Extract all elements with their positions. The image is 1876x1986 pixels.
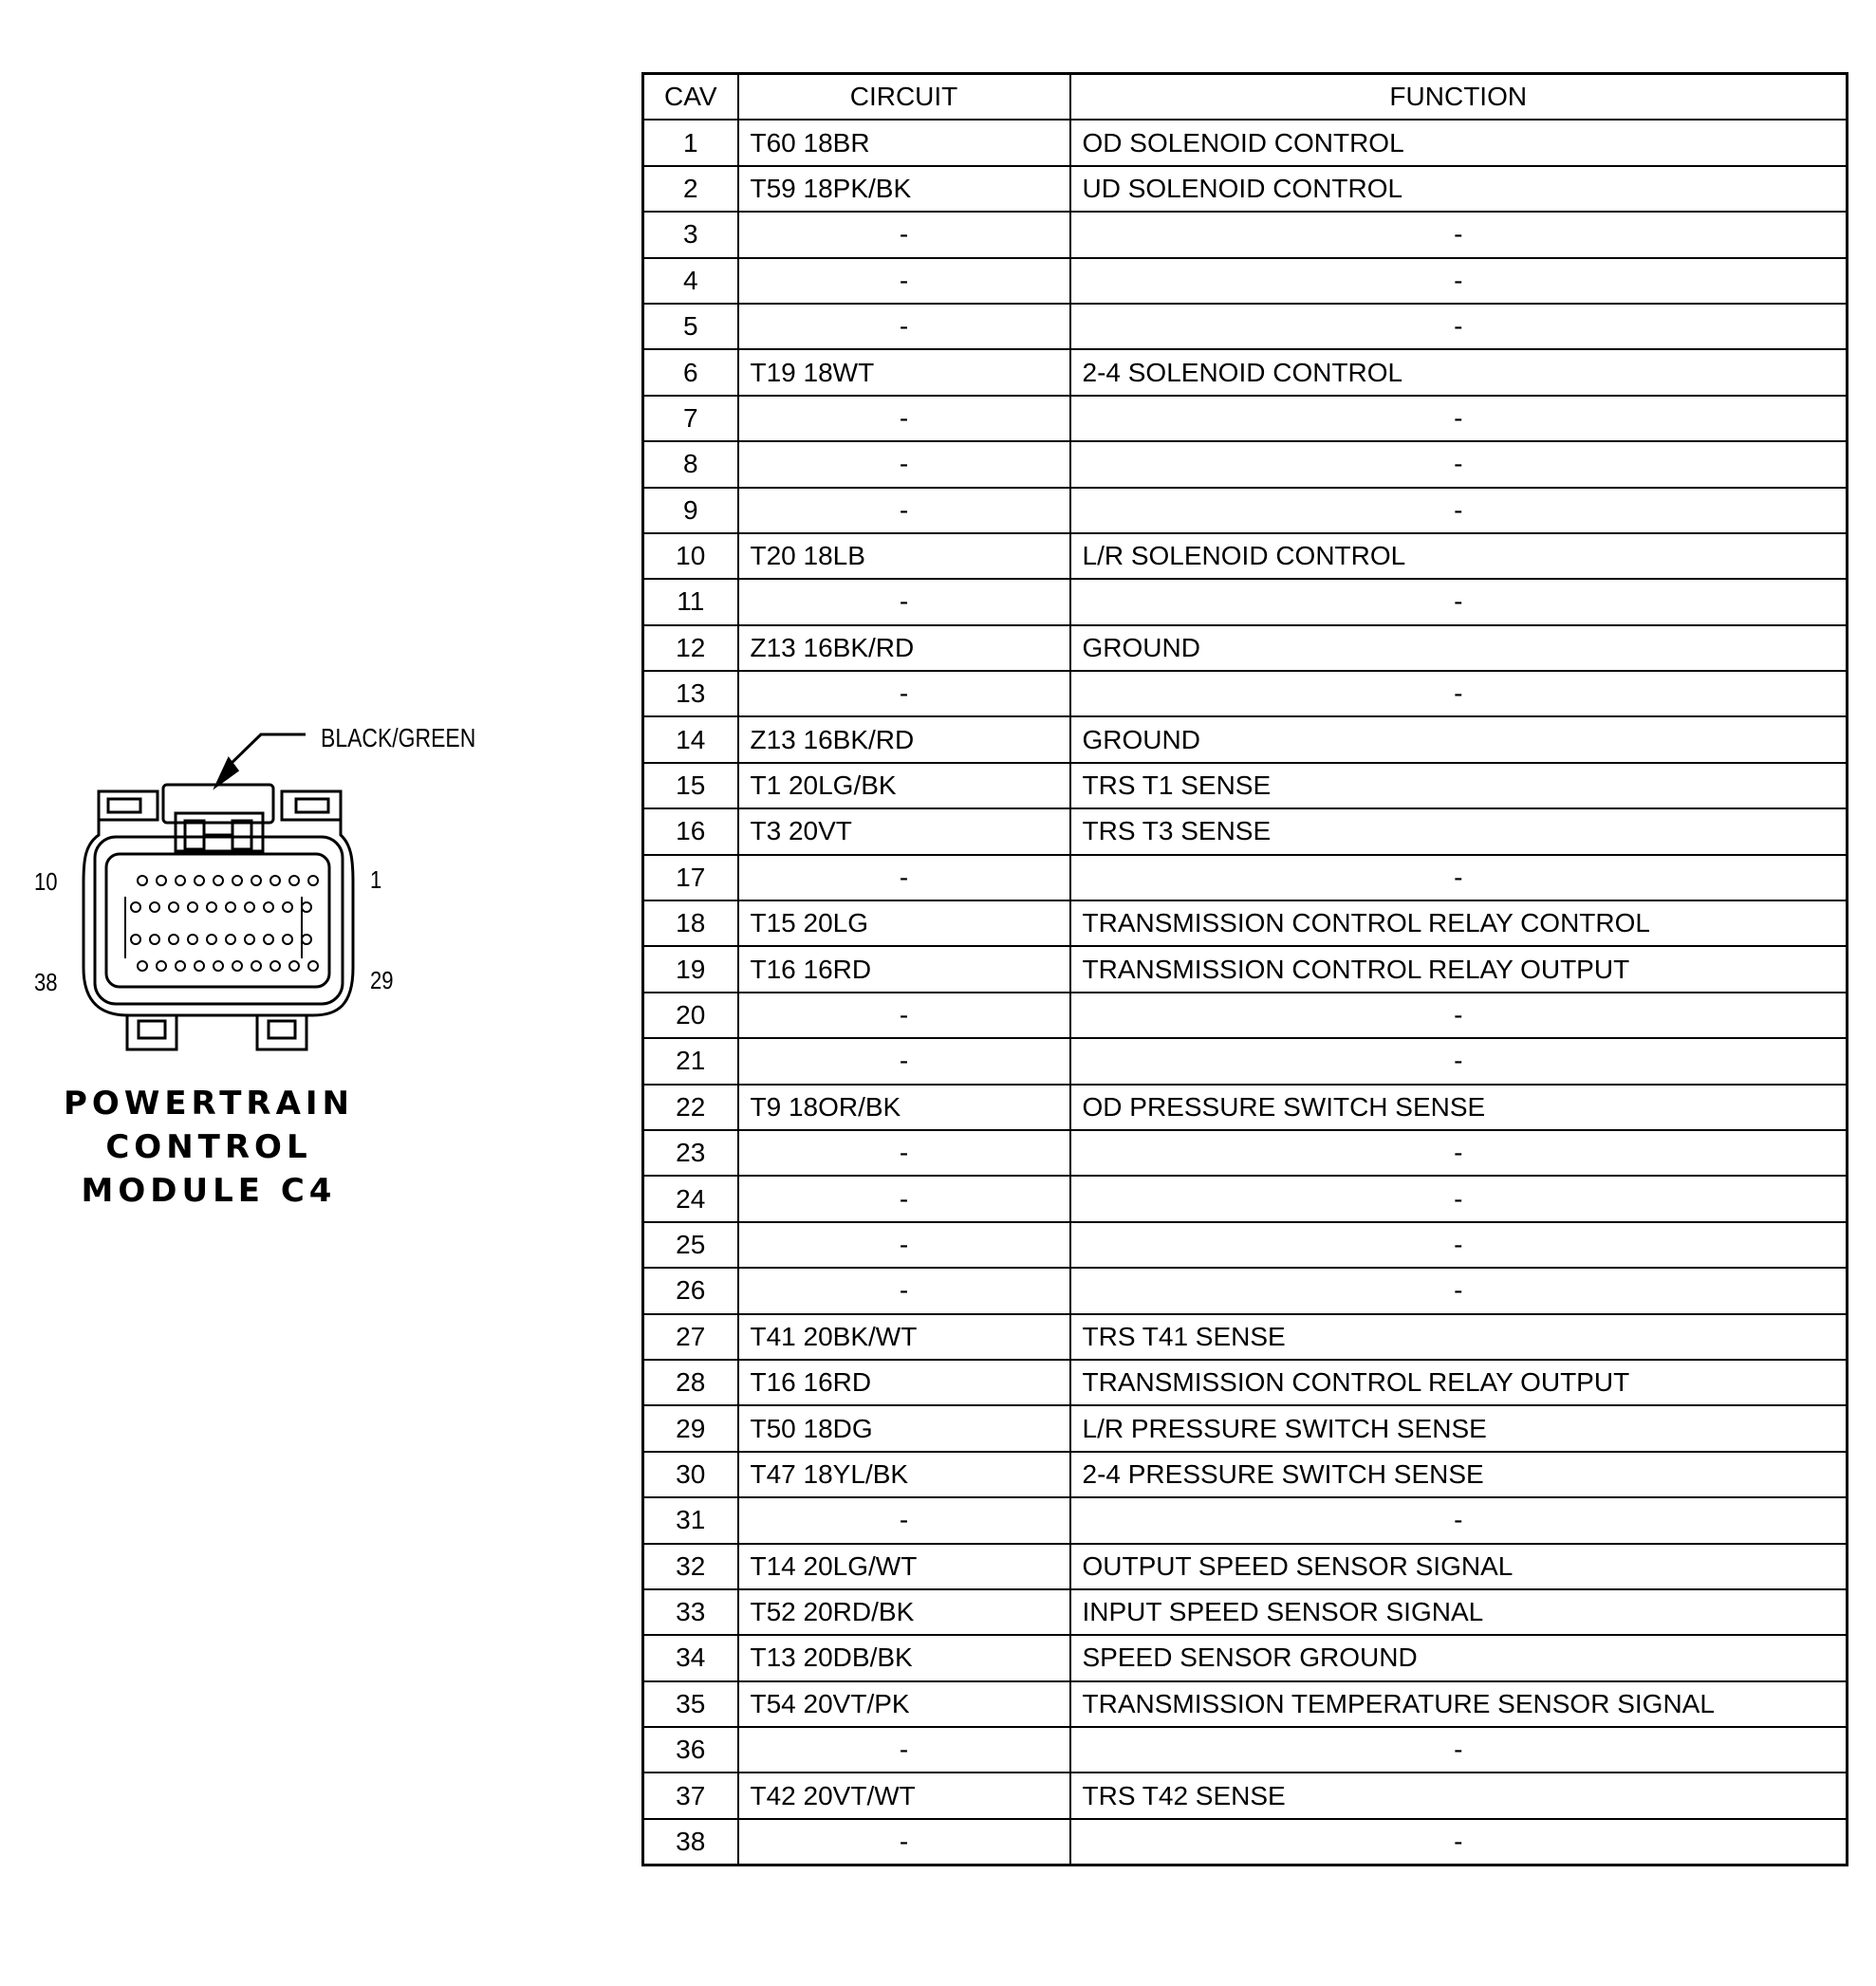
function-cell: INPUT SPEED SENSOR SIGNAL — [1070, 1589, 1848, 1635]
cav-cell: 22 — [643, 1085, 738, 1130]
circuit-cell: - — [738, 1727, 1070, 1773]
circuit-cell: T9 18OR/BK — [738, 1085, 1070, 1130]
table-row — [643, 1497, 1848, 1543]
cav-cell: 33 — [643, 1589, 738, 1635]
function-cell: 2-4 PRESSURE SWITCH SENSE — [1070, 1452, 1848, 1497]
table-row — [643, 1452, 1848, 1497]
pin-cavity — [207, 902, 216, 912]
pin-cavity — [308, 876, 318, 885]
table-row — [643, 763, 1848, 808]
table-row — [643, 808, 1848, 854]
circuit-cell: - — [738, 855, 1070, 900]
function-cell: TRANSMISSION TEMPERATURE SENSOR SIGNAL — [1070, 1681, 1848, 1727]
cav-cell: 27 — [643, 1314, 738, 1360]
circuit-cell: T16 16RD — [738, 946, 1070, 992]
function-cell: - — [1070, 1819, 1848, 1865]
pin-cavity — [302, 902, 311, 912]
pin-cavity — [138, 961, 147, 971]
circuit-cell: T47 18YL/BK — [738, 1452, 1070, 1497]
table-row — [643, 1085, 1848, 1130]
connector-color-label: BLACK/GREEN — [321, 723, 476, 752]
pin-cavity — [188, 902, 197, 912]
table-row — [643, 1176, 1848, 1221]
cav-cell: 20 — [643, 993, 738, 1038]
cav-cell: 30 — [643, 1452, 738, 1497]
cav-cell: 31 — [643, 1497, 738, 1543]
function-cell: TRS T3 SENSE — [1070, 808, 1848, 854]
function-cell: 2-4 SOLENOID CONTROL — [1070, 349, 1848, 395]
cav-cell: 21 — [643, 1038, 738, 1084]
cav-cell: 10 — [643, 533, 738, 579]
circuit-cell: - — [738, 1176, 1070, 1221]
pin-cavity — [195, 961, 204, 971]
function-cell: - — [1070, 304, 1848, 349]
circuit-cell: - — [738, 258, 1070, 304]
table-row — [643, 304, 1848, 349]
cav-cell: 5 — [643, 304, 738, 349]
function-cell: - — [1070, 1268, 1848, 1313]
lock-tab — [163, 785, 273, 823]
table-row — [643, 349, 1848, 395]
circuit-cell: T3 20VT — [738, 808, 1070, 854]
table-row — [643, 1222, 1848, 1268]
cav-cell: 11 — [643, 579, 738, 624]
circuit-cell: - — [738, 579, 1070, 624]
pin-cavity — [308, 961, 318, 971]
function-cell: - — [1070, 1727, 1848, 1773]
pin-cavity — [169, 902, 178, 912]
circuit-cell: - — [738, 1038, 1070, 1084]
module-title-line-3: MODULE C4 — [81, 1172, 337, 1210]
function-cell: OD SOLENOID CONTROL — [1070, 120, 1848, 165]
table-row — [643, 120, 1848, 165]
circuit-cell: Z13 16BK/RD — [738, 716, 1070, 762]
pin-cavity — [226, 902, 235, 912]
cav-cell: 37 — [643, 1773, 738, 1818]
pin-cavity — [157, 961, 166, 971]
cav-cell: 25 — [643, 1222, 738, 1268]
pin-cavity — [283, 902, 292, 912]
cav-cell: 19 — [643, 946, 738, 992]
table-row — [643, 166, 1848, 212]
pin-cavity-grid — [131, 876, 318, 971]
circuit-cell: - — [738, 212, 1070, 257]
cav-cell: 24 — [643, 1176, 738, 1221]
pin-cavity — [270, 876, 280, 885]
pinout-table — [641, 72, 1848, 1866]
module-title — [57, 1082, 361, 1213]
table-row — [643, 1544, 1848, 1589]
table-row — [643, 1405, 1848, 1451]
circuit-cell: T42 20VT/WT — [738, 1773, 1070, 1818]
cav-cell: 8 — [643, 441, 738, 487]
circuit-cell: T41 20BK/WT — [738, 1314, 1070, 1360]
table-row — [643, 716, 1848, 762]
function-cell: - — [1070, 671, 1848, 716]
pin-cavity — [138, 876, 147, 885]
table-row — [643, 993, 1848, 1038]
table-row — [643, 1130, 1848, 1176]
function-cell: GROUND — [1070, 625, 1848, 671]
function-cell: TRANSMISSION CONTROL RELAY OUTPUT — [1070, 946, 1848, 992]
circuit-cell: T15 20LG — [738, 900, 1070, 946]
pin-label-top-right: 1 — [370, 865, 382, 894]
function-cell: - — [1070, 1497, 1848, 1543]
pin-cavity — [150, 935, 159, 944]
header-cav: CAV — [643, 74, 738, 121]
cav-cell: 18 — [643, 900, 738, 946]
table-row — [643, 212, 1848, 257]
table-row — [643, 1727, 1848, 1773]
function-cell: - — [1070, 855, 1848, 900]
table-row — [643, 579, 1848, 624]
pin-cavity — [214, 961, 223, 971]
circuit-cell: - — [738, 396, 1070, 441]
function-cell: TRANSMISSION CONTROL RELAY OUTPUT — [1070, 1360, 1848, 1405]
table-row — [643, 258, 1848, 304]
pin-cavity — [251, 876, 261, 885]
pin-cavity — [169, 935, 178, 944]
pin-cavity — [264, 935, 273, 944]
cav-cell: 17 — [643, 855, 738, 900]
table-row — [643, 1038, 1848, 1084]
function-cell: L/R PRESSURE SWITCH SENSE — [1070, 1405, 1848, 1451]
function-cell: - — [1070, 441, 1848, 487]
circuit-cell: - — [738, 1268, 1070, 1313]
function-cell: - — [1070, 579, 1848, 624]
cav-cell: 34 — [643, 1635, 738, 1680]
circuit-cell: Z13 16BK/RD — [738, 625, 1070, 671]
function-cell: - — [1070, 258, 1848, 304]
function-cell: L/R SOLENOID CONTROL — [1070, 533, 1848, 579]
cav-cell: 9 — [643, 488, 738, 533]
table-row — [643, 625, 1848, 671]
table-row — [643, 1589, 1848, 1635]
pin-cavity — [195, 876, 204, 885]
pin-label-bottom-left: 38 — [34, 968, 58, 996]
cav-cell: 14 — [643, 716, 738, 762]
table-header-row — [643, 74, 1848, 121]
function-cell: OUTPUT SPEED SENSOR SIGNAL — [1070, 1544, 1848, 1589]
pin-cavity — [131, 902, 140, 912]
function-cell: TRANSMISSION CONTROL RELAY CONTROL — [1070, 900, 1848, 946]
pin-cavity — [232, 876, 242, 885]
function-cell: GROUND — [1070, 716, 1848, 762]
connector-face — [95, 837, 343, 1004]
pin-cavity — [289, 961, 299, 971]
function-cell: - — [1070, 1176, 1848, 1221]
pin-label-top-left: 10 — [34, 867, 58, 896]
circuit-cell: T13 20DB/BK — [738, 1635, 1070, 1680]
pin-cavity — [283, 935, 292, 944]
cav-cell: 3 — [643, 212, 738, 257]
circuit-cell: - — [738, 1819, 1070, 1865]
table-row — [643, 1360, 1848, 1405]
table-row — [643, 396, 1848, 441]
pin-cavity — [251, 961, 261, 971]
pin-cavity — [289, 876, 299, 885]
circuit-cell: - — [738, 304, 1070, 349]
cav-cell: 6 — [643, 349, 738, 395]
table-row — [643, 441, 1848, 487]
pin-cavity — [270, 961, 280, 971]
circuit-cell: - — [738, 1222, 1070, 1268]
table-row — [643, 1635, 1848, 1680]
cav-cell: 4 — [643, 258, 738, 304]
cav-cell: 32 — [643, 1544, 738, 1589]
pin-cavity — [207, 935, 216, 944]
circuit-cell: T59 18PK/BK — [738, 166, 1070, 212]
pin-cavity — [157, 876, 166, 885]
table-row — [643, 855, 1848, 900]
circuit-cell: - — [738, 671, 1070, 716]
table-row — [643, 1681, 1848, 1727]
function-cell: TRS T41 SENSE — [1070, 1314, 1848, 1360]
connector-diagram — [0, 0, 531, 1253]
function-cell: - — [1070, 1222, 1848, 1268]
pin-cavity — [232, 961, 242, 971]
table-row — [643, 946, 1848, 992]
pin-cavity — [188, 935, 197, 944]
circuit-cell: - — [738, 488, 1070, 533]
table-row — [643, 1314, 1848, 1360]
pin-cavity — [226, 935, 235, 944]
cav-cell: 16 — [643, 808, 738, 854]
cav-cell: 12 — [643, 625, 738, 671]
function-cell: TRS T1 SENSE — [1070, 763, 1848, 808]
pin-cavity — [176, 961, 185, 971]
pin-label-bottom-right: 29 — [370, 966, 394, 994]
color-leader-arrow — [216, 759, 237, 786]
pin-cavity — [245, 935, 254, 944]
table-row — [643, 1773, 1848, 1818]
function-cell: - — [1070, 396, 1848, 441]
circuit-cell: T60 18BR — [738, 120, 1070, 165]
function-cell: SPEED SENSOR GROUND — [1070, 1635, 1848, 1680]
ear-right — [282, 791, 341, 820]
color-leader-line — [228, 734, 306, 767]
pin-cavity — [302, 935, 311, 944]
table-row — [643, 1819, 1848, 1865]
function-cell: TRS T42 SENSE — [1070, 1773, 1848, 1818]
table-row — [643, 671, 1848, 716]
function-cell: UD SOLENOID CONTROL — [1070, 166, 1848, 212]
function-cell: - — [1070, 1130, 1848, 1176]
circuit-cell: T20 18LB — [738, 533, 1070, 579]
circuit-cell: T50 18DG — [738, 1405, 1070, 1451]
function-cell: - — [1070, 212, 1848, 257]
circuit-cell: T52 20RD/BK — [738, 1589, 1070, 1635]
circuit-cell: - — [738, 1130, 1070, 1176]
function-cell: OD PRESSURE SWITCH SENSE — [1070, 1085, 1848, 1130]
circuit-cell: T16 16RD — [738, 1360, 1070, 1405]
table-row — [643, 1268, 1848, 1313]
pin-cavity — [176, 876, 185, 885]
module-title-line-1: POWERTRAIN — [64, 1085, 354, 1123]
circuit-cell: T14 20LG/WT — [738, 1544, 1070, 1589]
cav-cell: 29 — [643, 1405, 738, 1451]
pin-cavity — [150, 902, 159, 912]
function-cell: - — [1070, 488, 1848, 533]
cav-cell: 35 — [643, 1681, 738, 1727]
cav-cell: 15 — [643, 763, 738, 808]
cav-cell: 28 — [643, 1360, 738, 1405]
cav-cell: 38 — [643, 1819, 738, 1865]
table-row — [643, 900, 1848, 946]
cav-cell: 26 — [643, 1268, 738, 1313]
table-row — [643, 533, 1848, 579]
cav-cell: 36 — [643, 1727, 738, 1773]
function-cell: - — [1070, 1038, 1848, 1084]
circuit-cell: - — [738, 993, 1070, 1038]
circuit-cell: T54 20VT/PK — [738, 1681, 1070, 1727]
circuit-cell: T1 20LG/BK — [738, 763, 1070, 808]
header-function: FUNCTION — [1070, 74, 1848, 121]
cav-cell: 13 — [643, 671, 738, 716]
pin-cavity — [245, 902, 254, 912]
cav-cell: 7 — [643, 396, 738, 441]
pin-cavity — [131, 935, 140, 944]
cav-cell: 23 — [643, 1130, 738, 1176]
function-cell: - — [1070, 993, 1848, 1038]
header-circuit: CIRCUIT — [738, 74, 1070, 121]
cav-cell: 2 — [643, 166, 738, 212]
cav-cell: 1 — [643, 120, 738, 165]
circuit-cell: T19 18WT — [738, 349, 1070, 395]
table-row — [643, 488, 1848, 533]
module-title-line-2: CONTROL — [105, 1128, 312, 1166]
pin-cavity — [214, 876, 223, 885]
circuit-cell: - — [738, 1497, 1070, 1543]
pin-cavity — [264, 902, 273, 912]
circuit-cell: - — [738, 441, 1070, 487]
